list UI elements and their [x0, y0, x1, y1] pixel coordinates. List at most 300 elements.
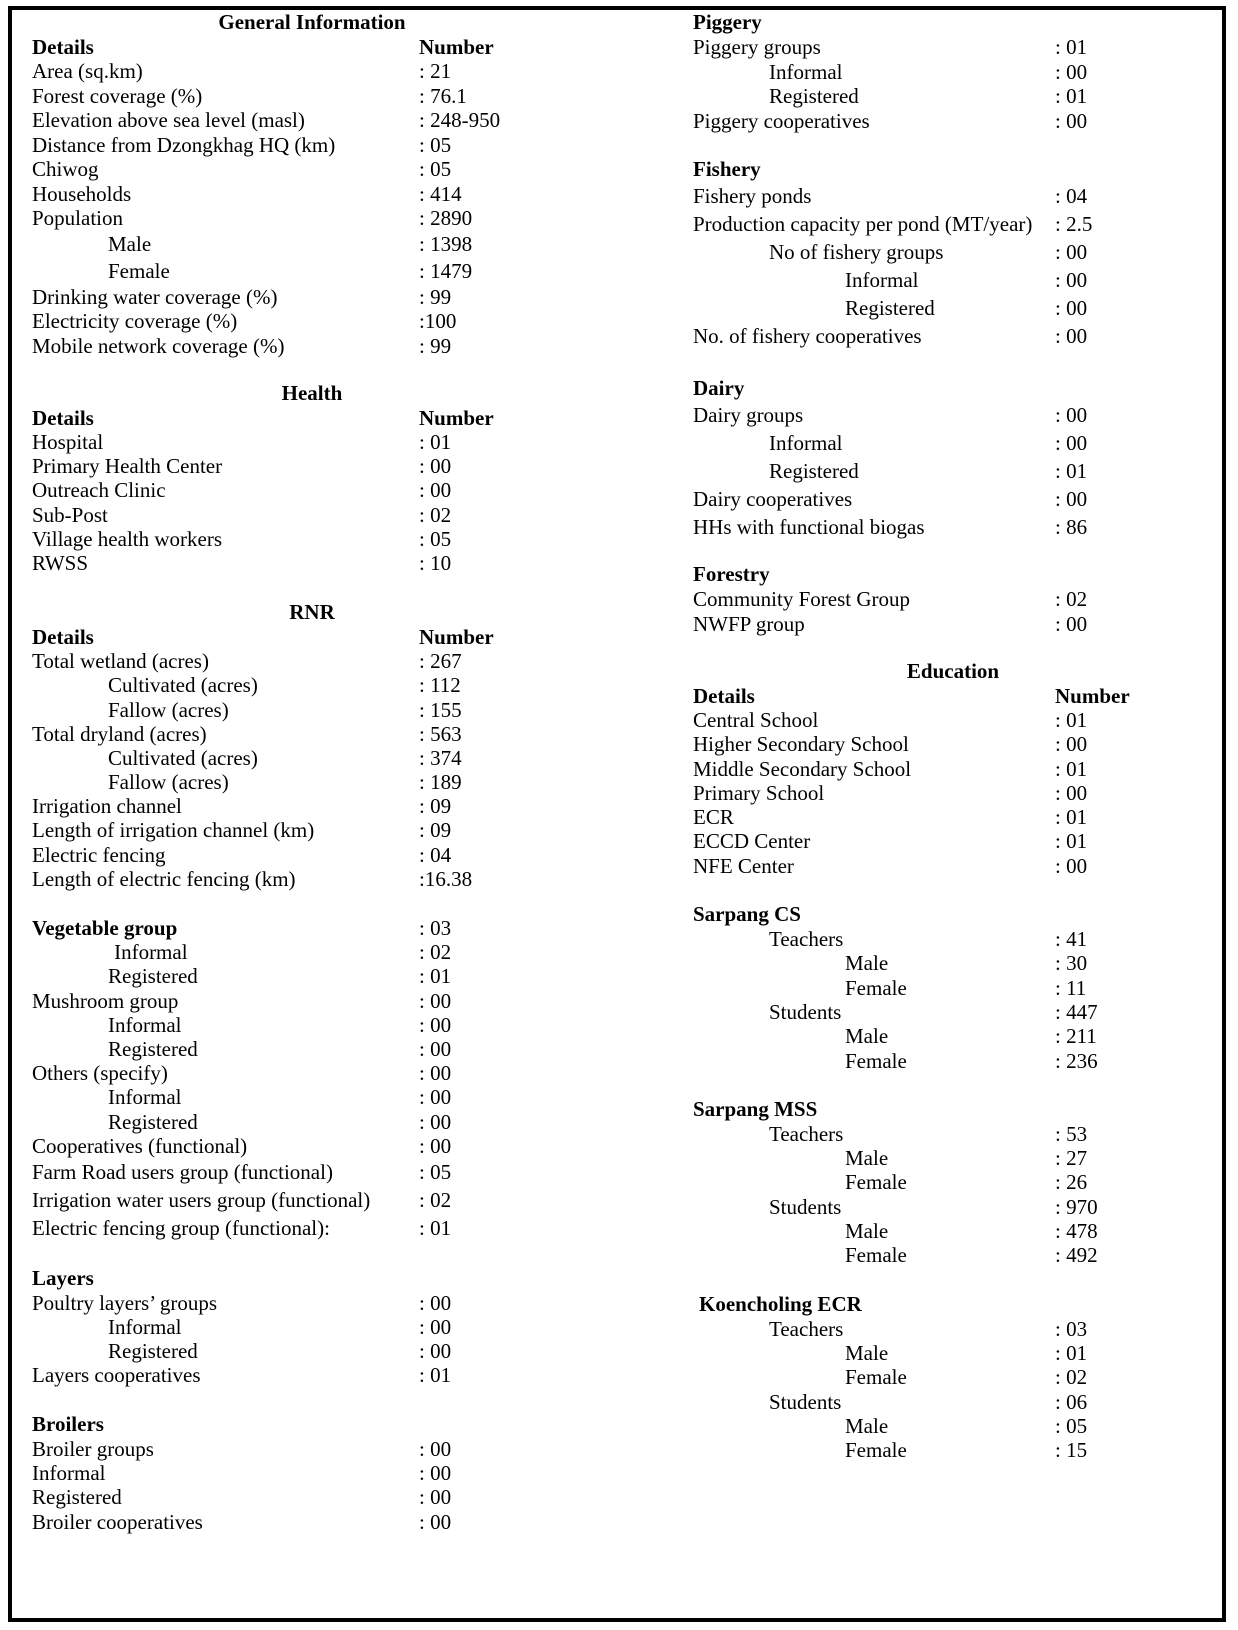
header-number: Number: [419, 406, 494, 430]
row-value: : 00: [1055, 853, 1088, 878]
table-row: [32, 1485, 592, 1509]
row-label: Female: [845, 1243, 907, 1268]
table-row: [32, 843, 592, 867]
table-row: [693, 587, 1213, 612]
row-value: : 155: [419, 697, 462, 722]
table-row: [32, 1158, 592, 1186]
table-row: [32, 722, 592, 746]
row-value: : 00: [419, 1436, 452, 1461]
table-row: [693, 294, 1213, 322]
row-label: Outreach Clinic: [32, 478, 166, 503]
table-row: [32, 746, 592, 770]
row-label: Central School: [693, 708, 819, 732]
table-row: [32, 1214, 592, 1242]
table-row: [32, 1363, 592, 1387]
row-value: : 01: [1055, 756, 1088, 781]
row-label: NWFP group: [693, 611, 805, 636]
row-value: : 563: [419, 721, 462, 746]
row-label: Female: [845, 1170, 907, 1195]
table-row: [693, 60, 1213, 85]
table-row: [32, 258, 592, 285]
row-value: : 04: [1055, 184, 1088, 208]
row-value: : 00: [1055, 732, 1088, 757]
row-value: : 01: [1055, 35, 1088, 59]
row-value: : 01: [419, 964, 452, 989]
table-row: [693, 401, 1213, 429]
row-value: : 970: [1055, 1194, 1098, 1219]
table-row: [32, 673, 592, 697]
row-label: Fishery ponds: [693, 184, 812, 208]
row-label: Layers cooperatives: [32, 1363, 201, 1388]
table-row: [32, 1339, 592, 1363]
row-label: Male: [845, 1340, 889, 1365]
table-row: [32, 527, 592, 551]
table-row: [32, 551, 592, 575]
row-label: Mobile network coverage (%): [32, 333, 285, 358]
table-row: [32, 1085, 592, 1109]
row-label: Chiwog: [32, 157, 99, 181]
row-label: ECR: [693, 805, 734, 830]
row-label: Total wetland (acres): [32, 649, 209, 674]
row-label: Vegetable group: [32, 916, 178, 940]
section-sarpang-mss: [693, 1097, 1213, 1268]
row-label: Male: [845, 1146, 889, 1171]
table-row: [32, 84, 592, 109]
table-row: [32, 1315, 592, 1339]
row-value: :100: [419, 309, 457, 333]
row-label: HHs with functional biogas: [693, 515, 925, 539]
row-label: Male: [845, 1219, 889, 1244]
row-value: : 41: [1055, 927, 1088, 952]
row-label: Piggery groups: [693, 35, 821, 59]
table-row: [32, 334, 592, 359]
row-label: Informal: [108, 1085, 182, 1110]
table-row: [32, 182, 592, 207]
section-title: Broilers: [32, 1411, 104, 1436]
row-label: Middle Secondary School: [693, 756, 912, 781]
table-row: [693, 513, 1213, 541]
table-row: [32, 940, 592, 964]
table-row: [693, 805, 1213, 829]
table-row: [693, 1341, 1213, 1365]
table-row: [32, 1134, 592, 1158]
row-label: Dairy groups: [693, 403, 804, 427]
table-row: [32, 649, 592, 673]
table-row: [693, 1390, 1213, 1414]
table-row: [693, 708, 1213, 732]
section-title: General Information: [218, 10, 406, 34]
column-header: [32, 35, 592, 59]
table-row: [32, 1510, 592, 1534]
row-label: RWSS: [32, 550, 89, 575]
row-label: Poultry layers’ groups: [32, 1290, 218, 1315]
row-value: : 76.1: [419, 83, 467, 108]
table-row: [32, 503, 592, 527]
row-label: Broiler cooperatives: [32, 1509, 203, 1534]
row-label: Drinking water coverage (%): [32, 284, 278, 309]
row-label: Female: [845, 975, 907, 1000]
row-value: : 01: [419, 430, 452, 454]
table-row: [693, 1195, 1213, 1219]
row-label: Higher Secondary School: [693, 732, 909, 757]
table-row: [32, 133, 592, 158]
table-row: [32, 59, 592, 84]
row-label: Total dryland (acres): [32, 721, 207, 746]
table-row: [32, 867, 592, 891]
section-sarpang-cs: [693, 902, 1213, 1073]
row-value: : 53: [1055, 1121, 1088, 1146]
row-value: : 21: [419, 59, 452, 83]
table-row: [693, 1414, 1213, 1438]
row-label: Community Forest Group: [693, 587, 911, 611]
row-label: Electricity coverage (%): [32, 309, 238, 333]
row-label: Informal: [108, 1012, 182, 1037]
table-row: [32, 1291, 592, 1315]
section-piggery: [693, 10, 1213, 133]
row-label: Primary Health Center: [32, 454, 223, 479]
row-value: : 00: [1055, 403, 1088, 427]
row-value: : 447: [1055, 999, 1098, 1024]
right-column: [693, 10, 1213, 1462]
row-value: : 00: [419, 1036, 452, 1061]
section-title: RNR: [289, 600, 335, 625]
row-label: Electric fencing group (functional):: [32, 1215, 330, 1240]
row-value: : 2890: [419, 206, 473, 230]
table-row: [693, 35, 1213, 60]
section-koencholing-ecr: [693, 1292, 1213, 1463]
table-row: [32, 285, 592, 310]
row-value: : 01: [1055, 459, 1088, 483]
row-value: : 03: [419, 916, 452, 940]
row-label: Male: [845, 1024, 889, 1049]
row-value: : 15: [1055, 1438, 1088, 1463]
row-value: : 01: [1055, 84, 1088, 108]
section-fishery: [693, 157, 1213, 350]
row-label: Dairy cooperatives: [693, 487, 853, 511]
row-label: No of fishery groups: [769, 240, 944, 264]
table-row: [32, 698, 592, 722]
row-label: Registered: [769, 84, 859, 108]
row-value: : 26: [1055, 1170, 1088, 1195]
row-value: : 02: [1055, 1365, 1088, 1390]
row-value: : 00: [419, 1061, 452, 1086]
row-label: Fallow (acres): [108, 770, 229, 795]
table-row: [693, 429, 1213, 457]
row-value: : 00: [1055, 59, 1088, 84]
row-value: : 00: [419, 1509, 452, 1534]
row-value: : 99: [419, 284, 452, 309]
row-label: Informal: [114, 940, 188, 965]
section-general-information: [32, 10, 592, 358]
section-title: Layers: [32, 1265, 94, 1290]
row-value: : 06: [1055, 1389, 1088, 1414]
row-value: : 00: [419, 1133, 452, 1158]
row-label: Informal: [108, 1315, 182, 1340]
row-label: Students: [769, 999, 842, 1024]
row-label: Production capacity per pond (MT/year): [693, 212, 1033, 236]
row-value: : 00: [419, 1012, 452, 1037]
table-row: [32, 916, 592, 940]
table-row: [693, 84, 1213, 109]
row-value: : 414: [419, 181, 462, 206]
table-row: [32, 478, 592, 502]
table-row: [693, 781, 1213, 805]
section-title: Koencholing ECR: [699, 1291, 862, 1316]
section-health: [32, 381, 592, 575]
row-value: : 01: [1055, 829, 1088, 854]
row-value: : 00: [419, 1315, 452, 1340]
table-row: [32, 770, 592, 794]
row-value: : 01: [1055, 1340, 1088, 1365]
row-label: Length of irrigation channel (km): [32, 818, 315, 843]
row-value: : 00: [419, 1085, 452, 1110]
row-label: Students: [769, 1194, 842, 1219]
row-label: Female: [845, 1438, 907, 1463]
row-label: Length of electric fencing (km): [32, 866, 296, 891]
row-label: Sub-Post: [32, 502, 108, 527]
section-title: Sarpang MSS: [693, 1096, 818, 1121]
column-header: [32, 406, 592, 430]
table-row: [693, 1024, 1213, 1048]
row-label: Informal: [769, 431, 843, 455]
table-row: [693, 732, 1213, 756]
section-title: Piggery: [693, 10, 762, 34]
header-number: Number: [419, 625, 494, 650]
row-label: Female: [845, 1365, 907, 1390]
table-row: [693, 1438, 1213, 1462]
header-details: Details: [32, 406, 94, 430]
row-value: : 01: [419, 1363, 452, 1388]
row-value: : 00: [419, 478, 452, 503]
row-label: Broiler groups: [32, 1436, 154, 1461]
column-header: [693, 684, 1213, 708]
table-row: [32, 309, 592, 334]
row-label: Teachers: [769, 1316, 844, 1341]
row-value: : 478: [1055, 1219, 1098, 1244]
table-row: [693, 1146, 1213, 1170]
row-label: Registered: [108, 964, 198, 989]
section-education: [693, 659, 1213, 878]
table-row: [693, 485, 1213, 513]
row-label: Male: [845, 951, 889, 976]
row-label: Students: [769, 1389, 842, 1414]
header-number: Number: [1055, 684, 1130, 708]
header-details: Details: [32, 625, 94, 650]
row-label: Registered: [108, 1036, 198, 1061]
row-value: : 02: [1055, 587, 1088, 611]
row-value: : 11: [1055, 975, 1087, 1000]
section-dairy: [693, 376, 1213, 541]
row-value: : 00: [1055, 487, 1088, 511]
row-value: : 00: [1055, 268, 1088, 292]
section-broilers: [32, 1412, 592, 1534]
section-forestry: [693, 562, 1213, 636]
row-label: Electric fencing: [32, 842, 166, 867]
row-label: Mushroom group: [32, 988, 179, 1013]
row-label: Farm Road users group (functional): [32, 1159, 333, 1184]
table-row: [32, 818, 592, 842]
row-label: Informal: [845, 268, 919, 292]
row-label: Elevation above sea level (masl): [32, 108, 305, 132]
table-row: [32, 964, 592, 988]
row-value: : 02: [419, 1187, 452, 1212]
row-value: : 267: [419, 649, 462, 674]
table-row: [693, 1122, 1213, 1146]
row-value: : 492: [1055, 1243, 1098, 1268]
section-vegetable-group: [32, 916, 592, 1242]
row-value: : 00: [419, 1460, 452, 1485]
row-value: : 00: [1055, 324, 1088, 348]
row-value: : 1479: [419, 258, 473, 283]
row-value: : 10: [419, 550, 452, 575]
row-label: Registered: [32, 1485, 122, 1510]
table-row: [32, 1186, 592, 1214]
row-value: : 374: [419, 745, 462, 770]
row-value: : 1398: [419, 231, 473, 256]
row-label: Female: [845, 1048, 907, 1073]
table-row: [693, 210, 1213, 238]
row-value: : 99: [419, 333, 452, 358]
table-row: [32, 1110, 592, 1134]
row-label: Male: [108, 231, 152, 256]
table-row: [693, 1170, 1213, 1194]
row-value: : 00: [1055, 108, 1088, 133]
row-label: Teachers: [769, 1121, 844, 1146]
row-label: Irrigation channel: [32, 794, 182, 819]
row-value: : 00: [419, 988, 452, 1013]
row-value: : 189: [419, 770, 462, 795]
row-value: : 00: [419, 454, 452, 479]
row-label: Cultivated (acres): [108, 745, 258, 770]
row-label: Informal: [32, 1460, 106, 1485]
table-row: [32, 206, 592, 231]
table-row: [32, 231, 592, 258]
table-row: [693, 1000, 1213, 1024]
row-label: ECCD Center: [693, 829, 811, 854]
table-row: [32, 1037, 592, 1061]
row-value: : 00: [419, 1485, 452, 1510]
row-value: : 09: [419, 794, 452, 819]
row-label: Registered: [845, 296, 935, 320]
row-label: Registered: [108, 1339, 198, 1364]
row-value: : 248-950: [419, 108, 501, 132]
row-label: Forest coverage (%): [32, 83, 203, 108]
row-value: : 00: [1055, 611, 1088, 636]
row-label: Registered: [769, 459, 859, 483]
row-value: : 02: [419, 502, 452, 527]
row-value: : 05: [419, 1159, 452, 1184]
table-row: [693, 238, 1213, 266]
row-label: Cultivated (acres): [108, 673, 258, 698]
row-label: No. of fishery cooperatives: [693, 324, 922, 348]
row-value: : 86: [1055, 515, 1088, 539]
row-value: : 03: [1055, 1316, 1088, 1341]
section-title: Health: [281, 381, 343, 405]
row-value: : 09: [419, 818, 452, 843]
table-row: [693, 612, 1213, 637]
row-label: Teachers: [769, 927, 844, 952]
header-number: Number: [419, 35, 494, 59]
table-row: [32, 108, 592, 133]
row-value: : 00: [1055, 780, 1088, 805]
row-label: Distance from Dzongkhag HQ (km): [32, 132, 336, 157]
table-row: [693, 757, 1213, 781]
table-row: [693, 1365, 1213, 1389]
row-value: : 00: [1055, 431, 1088, 455]
row-value: : 00: [419, 1339, 452, 1364]
row-value: :16.38: [419, 866, 473, 891]
row-value: : 05: [419, 132, 452, 157]
table-row: [693, 1317, 1213, 1341]
table-row: [32, 157, 592, 182]
left-column: [32, 10, 592, 1534]
table-row: [693, 1219, 1213, 1243]
table-row: [693, 109, 1213, 134]
table-row: [693, 266, 1213, 294]
row-value: : 00: [419, 1290, 452, 1315]
table-row: [693, 854, 1213, 878]
row-label: Fallow (acres): [108, 697, 229, 722]
row-label: Female: [108, 258, 170, 283]
table-row: [693, 829, 1213, 853]
table-row: [693, 457, 1213, 485]
section-title: Education: [906, 659, 1000, 683]
section-title: Forestry: [693, 562, 770, 586]
row-label: Population: [32, 206, 124, 230]
row-label: Male: [845, 1413, 889, 1438]
row-value: : 04: [419, 842, 452, 867]
row-value: : 112: [419, 673, 461, 698]
table-row: [693, 927, 1213, 951]
table-row: [693, 322, 1213, 350]
table-row: [693, 951, 1213, 975]
row-value: : 00: [1055, 240, 1088, 264]
row-value: : 02: [419, 940, 452, 965]
row-label: NFE Center: [693, 853, 794, 878]
table-row: [32, 1013, 592, 1037]
section-title: Sarpang CS: [693, 902, 801, 927]
row-value: : 27: [1055, 1146, 1088, 1171]
table-row: [693, 1243, 1213, 1267]
row-value: : 05: [419, 157, 452, 181]
table-row: [32, 430, 592, 454]
row-label: Registered: [108, 1109, 198, 1134]
section-rnr: [32, 600, 592, 891]
row-value: : 01: [1055, 708, 1088, 732]
row-value: : 00: [419, 1109, 452, 1134]
row-label: Informal: [769, 59, 843, 84]
table-row: [32, 1437, 592, 1461]
section-title: Dairy: [693, 376, 745, 400]
table-row: [32, 1461, 592, 1485]
row-label: Others (specify): [32, 1061, 168, 1086]
table-row: [32, 454, 592, 478]
table-row: [693, 182, 1213, 210]
table-row: [32, 794, 592, 818]
section-title: Fishery: [693, 157, 761, 181]
header-details: Details: [32, 35, 94, 59]
table-row: [32, 989, 592, 1013]
table-row: [32, 1061, 592, 1085]
row-value: : 05: [1055, 1413, 1088, 1438]
row-label: Hospital: [32, 430, 104, 454]
row-label: Piggery cooperatives: [693, 108, 870, 133]
row-label: Primary School: [693, 780, 825, 805]
row-label: Area (sq.km): [32, 59, 143, 83]
row-value: : 30: [1055, 951, 1088, 976]
header-details: Details: [693, 684, 755, 708]
row-label: Cooperatives (functional): [32, 1133, 248, 1158]
